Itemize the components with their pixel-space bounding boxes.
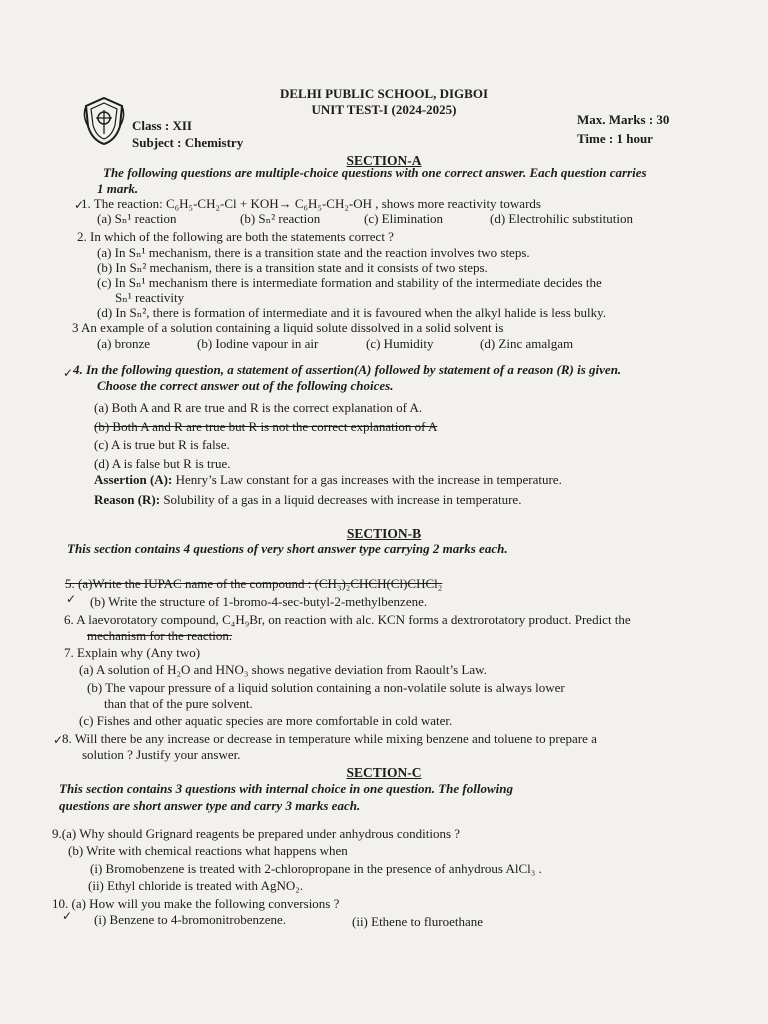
q4-reason [94, 492, 521, 508]
test-title: UNIT TEST-I (2024-2025) [311, 102, 457, 117]
q2-option-a: (a) In Sₙ¹ mechanism, there is a transition state and the reaction involves two steps. [97, 245, 530, 260]
time-limit: Time : 1 hour [577, 131, 653, 146]
q6: 6. A laevorotatory compound, C₄H₉Br, on reaction with alc. KCN forms a dextrorotatory product. Predict the [64, 612, 631, 627]
q7c: (c) Fishes and other aquatic species are more comfortable in cold water. [79, 713, 453, 728]
section-b-heading: SECTION-B [346, 526, 422, 541]
q7b-cont: than that of the pure solvent. [104, 696, 253, 711]
q6-cont: mechanism for the reaction. [87, 628, 233, 643]
q10-i: (i) Benzene to 4-bromonitrobenzene. [94, 912, 287, 927]
q1-option-b: (b) Sₙ² reaction [240, 211, 321, 226]
q4-option-d: (d) A is false but R is true. [94, 456, 231, 471]
q4-option-c: (c) A is true but R is false. [94, 437, 230, 452]
q3-option-a: (a) bronze [97, 336, 151, 351]
assertion-text: Henry’s Law constant for a gas increases with the increase in temperature. [172, 472, 562, 487]
handwritten-tick: ✓ [63, 366, 74, 380]
q5a: 5. (a)Write the IUPAC name of the compound : (CH₃)₂CHCH(Cl)CHCl₂ [65, 576, 443, 591]
max-marks: Max. Marks : 30 [577, 112, 670, 127]
q1-stem: 1. The reaction: C₆H₅-CH₂-Cl + KOH→ C₆H₅-CH₂-OH , shows more reactivity towards [81, 196, 541, 211]
assertion-label: Assertion (A): [94, 472, 173, 487]
q3-stem: 3 An example of a solution containing a liquid solute dissolved in a solid solvent is [72, 320, 504, 335]
handwritten-tick: ✓ [74, 198, 85, 212]
q7-stem: 7. Explain why (Any two) [64, 645, 201, 660]
subject-label: Subject : Chemistry [132, 135, 244, 150]
handwritten-tick: ✓ [62, 909, 73, 923]
q9a: 9.(a) Why should Grignard reagents be prepared under anhydrous conditions ? [52, 826, 461, 841]
reason-text: Solubility of a gas in a liquid decreases with increase in temperature. [160, 492, 522, 507]
q2-option-c: (c) In Sₙ¹ mechanism there is intermediate formation and stability of the intermediate decides the [97, 275, 602, 290]
q9b: (b) Write with chemical reactions what happens when [68, 843, 348, 858]
q1-option-a: (a) Sₙ¹ reaction [97, 211, 177, 226]
q2-option-d: (d) In Sₙ², there is formation of intermediate and it is favoured when the alkyl halide is less bulky. [97, 305, 607, 320]
section-a-heading: SECTION-A [346, 153, 422, 168]
q9b-ii: (ii) Ethyl chloride is treated with AgNO₂. [88, 878, 304, 893]
section-c-heading: SECTION-C [346, 765, 422, 780]
q10-stem: 10. (a) How will you make the following conversions ? [52, 896, 340, 911]
q9b-i: (i) Bromobenzene is treated with 2-chloropropane in the presence of anhydrous AlCl₃ . [90, 861, 542, 876]
q4-assertion [94, 472, 562, 488]
q4-stem-cont: Choose the correct answer out of the following choices. [97, 378, 394, 393]
q8: 8. Will there be any increase or decrease in temperature while mixing benzene and toluene to prepare a [62, 731, 597, 746]
q2-option-b: (b) In Sₙ² mechanism, there is a transition state and it consists of two steps. [97, 260, 488, 275]
school-name: DELHI PUBLIC SCHOOL, DIGBOI [279, 86, 489, 101]
reason-label: Reason (R): [94, 492, 161, 507]
q2-option-c-cont: Sₙ¹ reactivity [115, 290, 185, 305]
q3-option-d: (d) Zinc amalgam [480, 336, 574, 351]
q3-option-b: (b) Iodine vapour in air [197, 336, 319, 351]
class-label: Class : XII [132, 118, 192, 133]
q4-option-b: (b) Both A and R are true but R is not the correct explanation of A [94, 419, 438, 434]
section-b-instructions: This section contains 4 questions of very short answer type carrying 2 marks each. [67, 541, 508, 556]
section-a-instructions: The following questions are multiple-choice questions with one correct answer. Each question carries [103, 165, 647, 180]
q4-option-a: (a) Both A and R are true and R is the correct explanation of A. [94, 400, 423, 415]
section-c-instructions: This section contains 3 questions with internal choice in one question. The following [59, 781, 513, 796]
handwritten-tick: ✓ [66, 592, 77, 606]
q1-option-d: (d) Electrohilic substitution [490, 211, 633, 226]
q8-cont: solution ? Justify your answer. [82, 747, 241, 762]
handwritten-tick: ✓ [53, 733, 64, 747]
q10-ii: (ii) Ethene to fluroethane [352, 914, 484, 929]
q7b: (b) The vapour pressure of a liquid solution containing a non-volatile solute is always lower [87, 680, 565, 695]
q1-option-c: (c) Elimination [364, 211, 444, 226]
section-c-instructions-cont: questions are short answer type and carry 3 marks each. [59, 798, 361, 813]
q4-stem: 4. In the following question, a statement of assertion(A) followed by statement of a reason (R) is given. [73, 362, 622, 377]
q3-option-c: (c) Humidity [366, 336, 434, 351]
q7a: (a) A solution of H₂O and HNO₃ shows negative deviation from Raoult’s Law. [79, 662, 487, 677]
q2-stem: 2. In which of the following are both the statements correct ? [77, 229, 394, 244]
q5b: (b) Write the structure of 1-bromo-4-sec-butyl-2-methylbenzene. [90, 594, 428, 609]
section-a-instructions-cont: 1 mark. [97, 181, 139, 196]
